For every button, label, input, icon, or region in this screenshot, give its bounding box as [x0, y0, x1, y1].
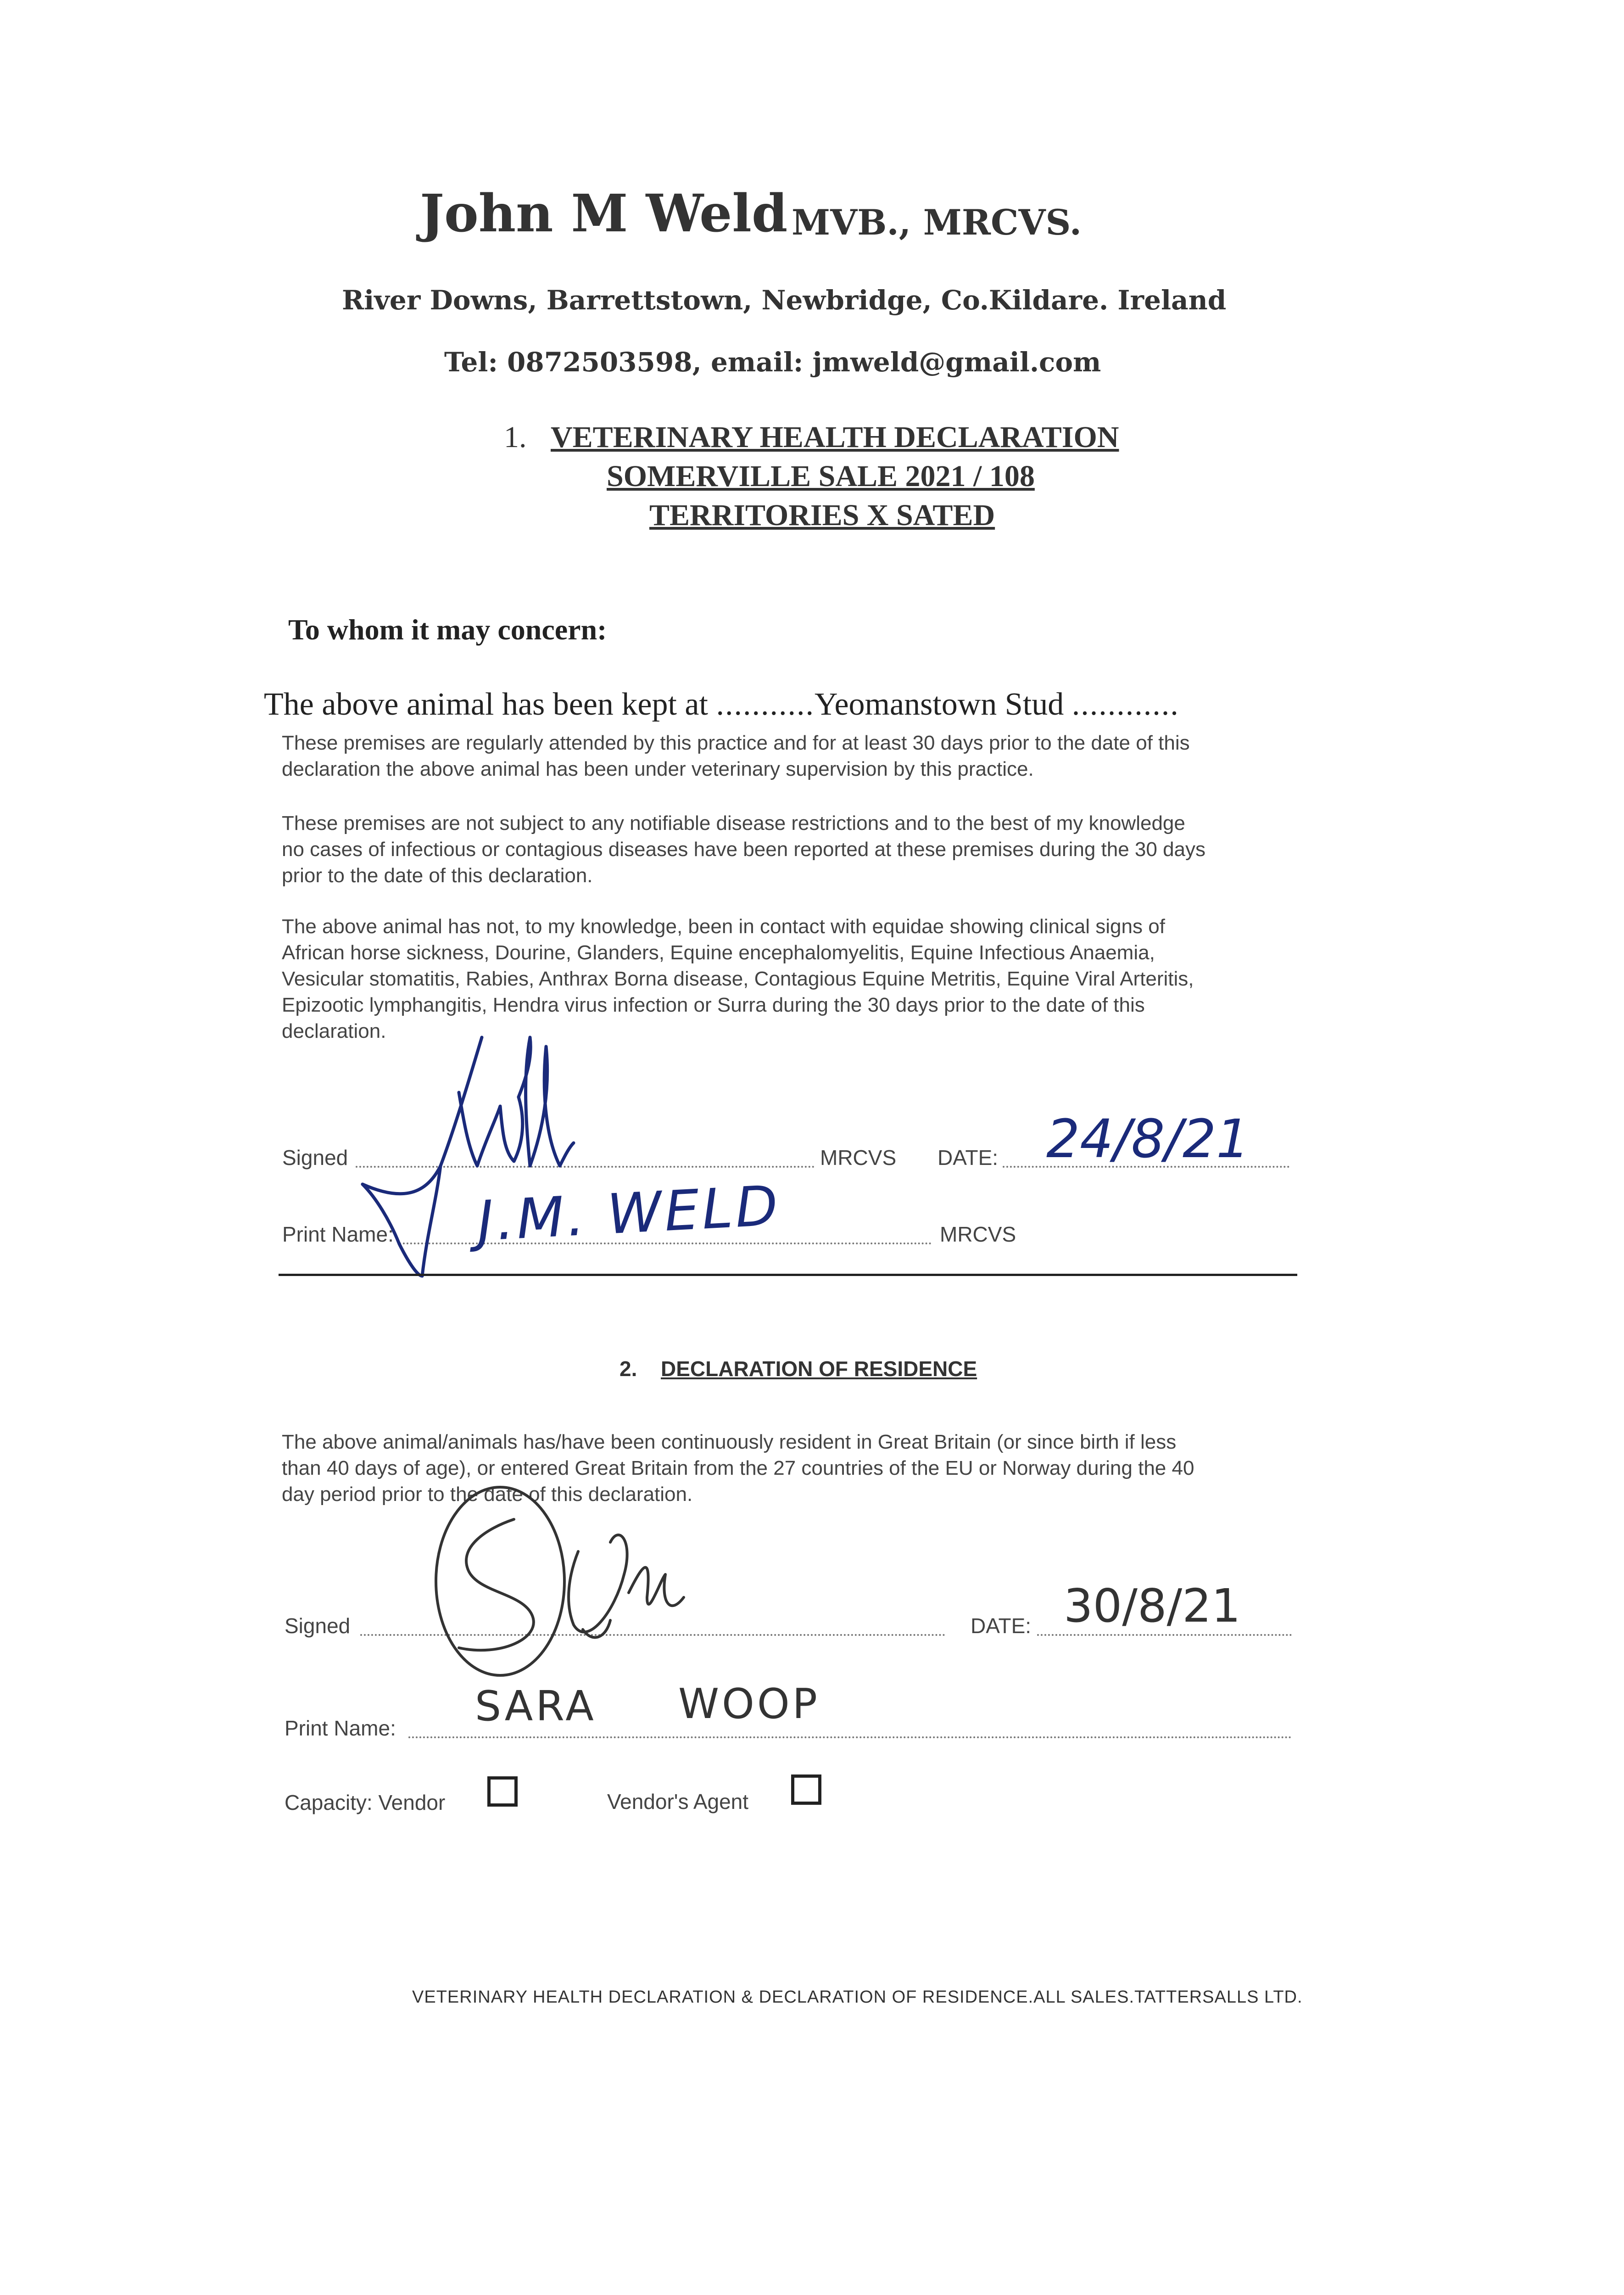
restrictions-paragraph [282, 810, 1291, 889]
vet-date-value: 24/8/21 [1046, 1108, 1250, 1170]
supervision-paragraph [282, 730, 1291, 782]
vendor-date-label: DATE: [971, 1614, 1032, 1638]
kept-prefix: The above animal has been kept at [264, 687, 708, 722]
section1-title-line-1: VETERINARY HEALTH DECLARATION [551, 420, 1119, 454]
paragraph-line: declaration the above animal has been under veterinary supervision by this practice. [282, 758, 1034, 780]
document-footer: VETERINARY HEALTH DECLARATION & DECLARATION OF RESIDENCE.ALL SALES.TATTERSALLS LTD. [412, 1987, 1303, 2007]
section2-number: 2. [619, 1357, 637, 1381]
salutation: To whom it may concern: [288, 613, 607, 646]
paragraph-line: These premises are not subject to any notifiable disease restrictions and to the best of my knowledge [282, 812, 1185, 834]
kept-location: Yeomanstown Stud [814, 687, 1064, 722]
section1-title-line-2: SOMERVILLE SALE 2021 / 108 [607, 459, 1035, 493]
vet-name: John M Weld [420, 184, 788, 244]
paragraph-line: These premises are regularly attended by this practice and for at least 30 days prior to the date of this [282, 732, 1190, 754]
vet-print-name-label: Print Name: [282, 1222, 394, 1246]
vet-address: River Downs, Barrettstown, Newbridge, Co.Kildare. Ireland [342, 285, 1227, 316]
vendor-date-value: 30/8/21 [1064, 1579, 1241, 1633]
vendor-date-line[interactable] [1037, 1634, 1292, 1636]
paragraph-line: The above animal/animals has/have been continuously resident in Great Britain (or since birth if less [282, 1431, 1177, 1453]
vendor-print-first-name: SARA [475, 1682, 597, 1730]
vet-mrcvs-label-2: MRCVS [940, 1222, 1016, 1246]
paragraph-line: African horse sickness, Dourine, Glanders, Equine encephalomyelitis, Equine Infectious Anaemia, [282, 941, 1155, 964]
vet-date-label: DATE: [938, 1146, 999, 1170]
vendors-agent-checkbox[interactable] [791, 1774, 821, 1805]
paragraph-line: prior to the date of this declaration. [282, 864, 593, 887]
paragraph-line: The above animal has not, to my knowledge, been in contact with equidae showing clinical signs of [282, 915, 1165, 938]
paragraph-line: day period prior to the date of this declaration. [282, 1483, 693, 1506]
vendors-agent-label: Vendor's Agent [607, 1790, 749, 1814]
kept-at-statement [264, 686, 1179, 723]
paragraph-line: declaration. [282, 1020, 386, 1042]
section2-title: DECLARATION OF RESIDENCE [661, 1357, 977, 1381]
kept-dots-after: ............ [1072, 687, 1179, 722]
vet-qualifications: MVB., MRCVS. [792, 202, 1082, 243]
paragraph-line: no cases of infectious or contagious diseases have been reported at these premises during the 30 days [282, 838, 1206, 861]
kept-dots-before: ........... [716, 687, 815, 722]
vendor-signature-image [431, 1483, 716, 1680]
vet-signed-label: Signed [282, 1146, 348, 1170]
section-divider [279, 1274, 1297, 1276]
contact-paragraph [282, 913, 1291, 1044]
section1-title-line-3: TERRITORIES X SATED [649, 498, 995, 532]
section1-number: 1. [504, 420, 527, 454]
vendor-signed-label: Signed [285, 1614, 351, 1638]
paragraph-line: Epizootic lymphangitis, Hendra virus infection or Surra during the 30 days prior to the date of this [282, 994, 1145, 1016]
vendor-print-name-label: Print Name: [285, 1716, 396, 1740]
vet-print-name-value: J.M. WELD [475, 1174, 782, 1254]
vet-contact: Tel: 0872503598, email: jmweld@gmail.com [444, 347, 1101, 378]
vendor-checkbox[interactable] [487, 1776, 518, 1807]
vendor-print-name-line[interactable] [408, 1736, 1292, 1738]
vendor-print-last-name: WOOP [678, 1680, 820, 1728]
paragraph-line: Vesicular stomatitis, Rabies, Anthrax Borna disease, Contagious Equine Metritis, Equine Viral Arteritis, [282, 968, 1194, 990]
paragraph-line: than 40 days of age), or entered Great Britain from the 27 countries of the EU or Norway during the 40 [282, 1457, 1194, 1479]
vet-mrcvs-label: MRCVS [820, 1146, 897, 1170]
capacity-vendor-label: Capacity: Vendor [285, 1791, 446, 1814]
